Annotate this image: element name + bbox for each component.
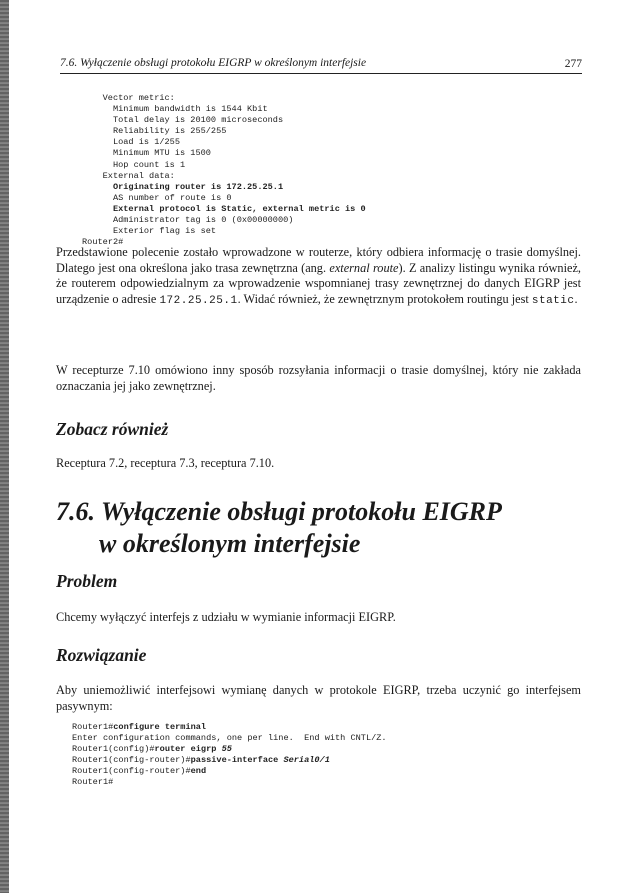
code-line-bold: External protocol is Static, external metric is 0	[82, 203, 366, 214]
code-line: Vector metric:	[82, 93, 175, 103]
code-line: Load is 1/255	[82, 137, 180, 148]
cli-command: router eigrp	[154, 744, 222, 755]
code-listing-eigrp-output	[82, 93, 366, 248]
code-line: Hop count is 1	[82, 159, 186, 170]
code-line: Reliability is 255/255	[82, 126, 227, 137]
cli-prompt: Router1(config)#	[72, 744, 155, 755]
cli-command: passive-interface	[190, 755, 284, 766]
code-listing-config	[72, 722, 387, 789]
ip-address: 172.25.25.1	[159, 294, 238, 307]
heading-problem: Problem	[56, 571, 118, 591]
cli-argument: 55	[221, 744, 232, 755]
heading-solution: Rozwiązanie	[56, 645, 147, 665]
cli-prompt: Router1(config-router)#	[72, 766, 191, 777]
code-line: Exterior flag is set	[82, 226, 217, 237]
cli-argument: Serial0/1	[283, 755, 330, 766]
page-number: 277	[564, 58, 582, 70]
section-title-line1: 7.6. Wyłączenie obsługi protokołu EIGRP	[56, 497, 502, 526]
code-line-bold: Originating router is 172.25.25.1	[82, 181, 284, 192]
text-run: Przedstawione polecenie zostało wprowadzone w routerze, który odbiera informację o trasie domyślnej. Dlatego jest ona określona jako trasa zewnętrzna (ang.	[56, 245, 581, 275]
code-line: AS number of route is 0	[82, 192, 232, 203]
code-line: Router2#	[82, 237, 124, 248]
cli-output: Enter configuration commands, one per line. End with CNTL/Z.	[72, 733, 387, 744]
cli-prompt: Router1#	[72, 722, 114, 732]
problem-text: Chcemy wyłączyć interfejs z udziału w wymianie informacji EIGRP.	[56, 610, 396, 624]
section-title-line2: w określonym interfejsie	[99, 529, 361, 558]
code-line: Total delay is 20100 microseconds	[82, 115, 284, 126]
code-line: Administrator tag is 0 (0x00000000)	[82, 215, 294, 226]
text-run: ). Z analizy listingu wynika również, że routerem odpowiedzialnym za wprowadzenie wspomnianej trasy zewnętrznej do danych EIGRP jest urządzenie o adresie	[56, 260, 581, 306]
see-also-text: Receptura 7.2, receptura 7.3, receptura 7.10.	[56, 456, 275, 470]
solution-text: Aby uniemożliwić interfejsowi wymianę danych w protokole EIGRP, trzeba uczynić go interfejsem pasywnym:	[56, 683, 581, 713]
cli-prompt: Router1(config-router)#	[72, 755, 191, 766]
protocol-name: static	[531, 294, 575, 307]
heading-see-also: Zobacz również	[56, 419, 169, 439]
code-line: External data:	[82, 170, 175, 181]
header-title: 7.6. Wyłączenie obsługi protokołu EIGRP w określonym interfejsie	[60, 57, 367, 69]
section-title	[56, 496, 502, 560]
cli-prompt: Router1#	[72, 777, 114, 788]
cli-command: configure terminal	[113, 722, 207, 732]
book-binding-edge	[0, 0, 9, 893]
text-run: .	[574, 291, 578, 306]
paragraph-explanation	[56, 245, 581, 309]
text-run: . Widać również, że zewnętrznym protokołem routingu jest	[237, 291, 532, 306]
code-line: Minimum MTU is 1500	[82, 148, 211, 159]
paragraph-recipe-reference: W recepturze 7.10 omówiono inny sposób rozsyłania informacji o trasie domyślnej, który nie zakłada oznaczania jej jako zewnętrznej.	[56, 363, 581, 393]
running-header	[60, 57, 582, 74]
text-run-italic: external route	[329, 260, 399, 275]
cli-command: end	[190, 766, 207, 777]
code-line: Minimum bandwidth is 1544 Kbit	[82, 104, 268, 115]
